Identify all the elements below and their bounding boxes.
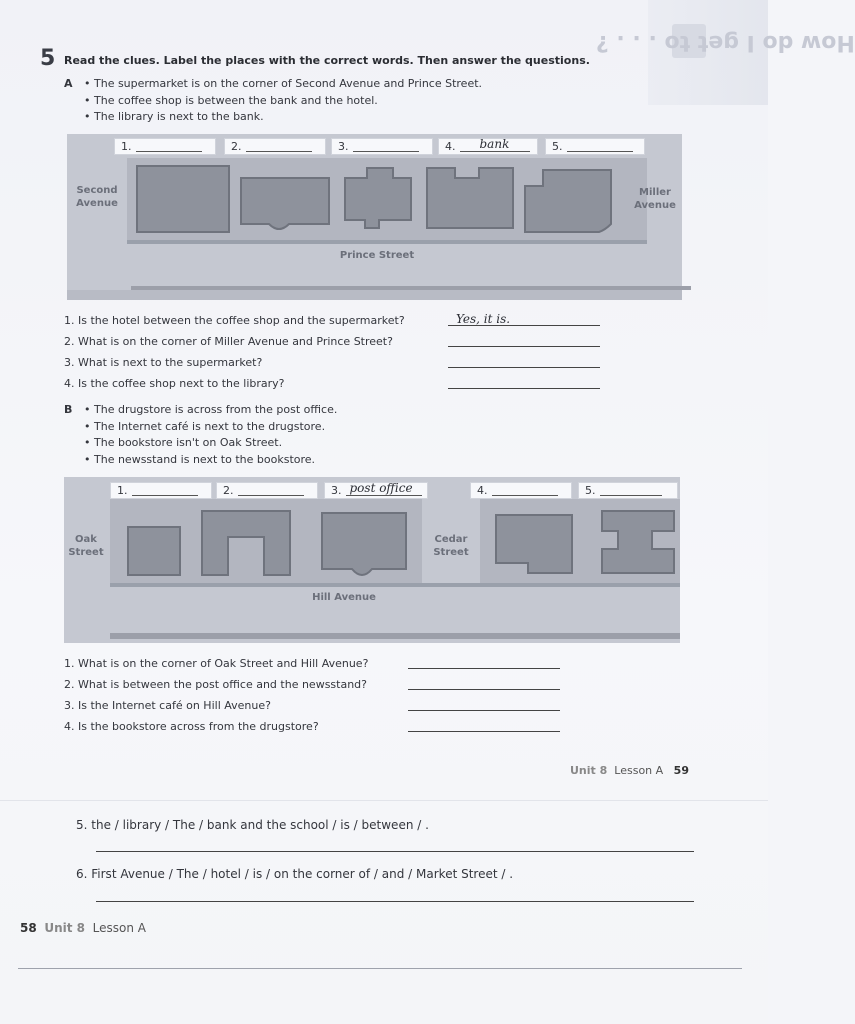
street-second-avenue: Second Avenue: [76, 185, 118, 209]
street-hill-avenue: Hill Avenue: [312, 592, 376, 603]
section-a-answer-line-2[interactable]: [448, 346, 600, 347]
map-b-label-1[interactable]: 1.: [110, 482, 212, 499]
map-b-label-3[interactable]: 3. post office: [324, 482, 428, 499]
map-a-label-3[interactable]: 3.: [331, 138, 433, 155]
section-a-clue-3: • The library is next to the bank.: [84, 110, 264, 123]
right-page-footer: [570, 764, 689, 777]
map-b-label-2[interactable]: 2.: [216, 482, 318, 499]
map-a-label-4-answer: bank: [479, 137, 510, 151]
section-a-question-4: 4. Is the coffee shop next to the library?: [64, 377, 285, 390]
street-prince-street: Prince Street: [339, 250, 415, 261]
page-divider: [0, 800, 768, 801]
left-page-footer: [20, 921, 146, 935]
section-b-clue-3: • The bookstore isn't on Oak Street.: [84, 436, 283, 449]
section-a-question-2: 2. What is on the corner of Miller Avenue and Prince Street?: [64, 335, 393, 348]
section-b-question-4: 4. Is the bookstore across from the drugstore?: [64, 720, 319, 733]
section-b-question-2: 2. What is between the post office and the newsstand?: [64, 678, 367, 691]
exercise-instruction: Read the clues. Label the places with the correct words. Then answer the questions.: [64, 54, 590, 67]
section-a-answer-1: Yes, it is.: [456, 312, 511, 326]
map-a-buildings: [67, 134, 682, 300]
map-b-label-3-answer: post office: [349, 481, 413, 495]
building-b1: [128, 527, 180, 575]
section-b-clue-4: • The newsstand is next to the bookstore.: [84, 453, 316, 466]
left-page-item-6: 6. First Avenue / The / hotel / is / on the corner of / and / Market Street / .: [76, 867, 514, 881]
map-a: [67, 134, 682, 300]
building-b5: [602, 511, 674, 573]
section-a-letter: A: [64, 77, 73, 90]
map-b: [64, 477, 680, 643]
section-b-answer-line-4[interactable]: [408, 731, 560, 732]
building-b4: [496, 515, 572, 573]
building-b3: [322, 513, 406, 575]
section-b-letter: B: [64, 403, 73, 416]
left-page-item-5: 5. the / library / The / bank and the school / is / between / .: [76, 818, 429, 832]
section-a-clue-2: • The coffee shop is between the bank and the hotel.: [84, 94, 378, 107]
footer-lesson: Lesson A: [614, 764, 664, 777]
section-a-clue-1: • The supermarket is on the corner of Second Avenue and Prince Street.: [84, 77, 483, 90]
section-b-answer-line-1[interactable]: [408, 668, 560, 669]
section-b-answer-line-3[interactable]: [408, 710, 560, 711]
footer-unit: Unit 8: [570, 764, 608, 777]
footer-page-number: 59: [673, 764, 689, 777]
building-a2: [241, 178, 329, 229]
left-footer-unit: Unit 8: [44, 921, 86, 935]
left-footer-page-number: 58: [20, 921, 37, 935]
building-a4: [427, 168, 513, 228]
bottom-rule: [18, 968, 742, 969]
map-b-buildings: [64, 477, 680, 643]
left-page-answer-line-6[interactable]: [96, 901, 694, 902]
street-miller-avenue: Miller Avenue: [634, 187, 676, 211]
left-page-answer-line-5[interactable]: [96, 851, 694, 852]
map-a-label-5[interactable]: 5.: [545, 138, 645, 155]
bleed-through-title: How do I get to . . . ?: [596, 30, 855, 55]
section-b-clue-2: • The Internet café is next to the drugstore.: [84, 420, 326, 433]
building-a3: [345, 168, 411, 228]
section-b-clue-1: • The drugstore is across from the post office.: [84, 403, 338, 416]
section-a-answer-line-4[interactable]: [448, 388, 600, 389]
map-a-label-2[interactable]: 2.: [224, 138, 326, 155]
map-a-label-1[interactable]: 1.: [114, 138, 216, 155]
left-footer-lesson: Lesson A: [92, 921, 146, 935]
map-b-label-5[interactable]: 5.: [578, 482, 678, 499]
section-b-answer-line-2[interactable]: [408, 689, 560, 690]
section-a-question-1: 1. Is the hotel between the coffee shop and the supermarket?: [64, 314, 405, 327]
exercise-number: 5: [40, 46, 56, 71]
section-b-question-1: 1. What is on the corner of Oak Street and Hill Avenue?: [64, 657, 369, 670]
building-a1: [137, 166, 229, 232]
section-b-question-3: 3. Is the Internet café on Hill Avenue?: [64, 699, 271, 712]
street-cedar-street: Cedar Street: [433, 534, 469, 558]
building-a5: [525, 170, 611, 232]
section-a-answer-line-3[interactable]: [448, 367, 600, 368]
building-b2: [202, 511, 290, 575]
section-a-question-3: 3. What is next to the supermarket?: [64, 356, 263, 369]
map-b-label-4[interactable]: 4.: [470, 482, 572, 499]
street-oak-street: Oak Street: [68, 534, 104, 558]
map-a-label-4[interactable]: 4. bank: [438, 138, 538, 155]
